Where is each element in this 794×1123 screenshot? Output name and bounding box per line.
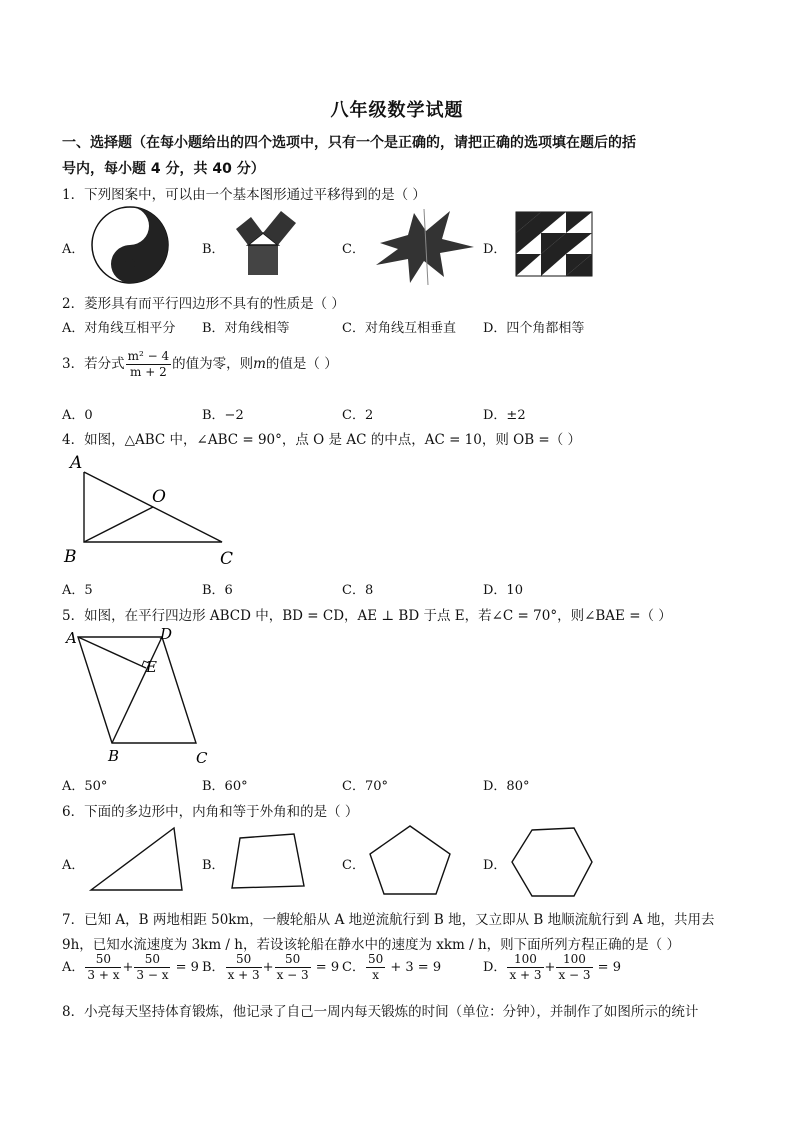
q3-var: m	[253, 356, 266, 372]
q6-label-c: C．	[342, 858, 365, 873]
q5-label-c: C	[196, 749, 208, 767]
q7-option-b-frac1-num: 50	[226, 952, 262, 968]
section-heading-line2: 号内，每小题 4 分，共 40 分）	[62, 161, 265, 177]
q3-prefix: 3．若分式	[62, 356, 125, 372]
q7-option-a-eq: = 9	[175, 960, 199, 975]
q7-option-a-frac1-num: 50	[85, 952, 121, 968]
q7-option-b-plus: +	[262, 960, 274, 975]
q2-option-b: B．对角线相等	[202, 321, 290, 336]
q7-option-d-frac1	[507, 952, 543, 983]
q7-option-b-eq: = 9	[315, 960, 340, 975]
hexagon-shape	[508, 824, 596, 900]
q5-label-b: B	[108, 747, 120, 765]
q6-label-b: B．	[202, 858, 225, 873]
q7-option-d-frac1-den: x + 3	[509, 968, 542, 982]
q7-option-a-frac2-den: 3 − x	[136, 968, 169, 982]
q4-option-d: D．10	[483, 583, 523, 598]
q4-label-c: C	[220, 549, 234, 569]
q7-option-d-frac1-num: 100	[507, 952, 543, 968]
q6-stem: 6．下面的多边形中，内角和等于外角和的是（ ）	[62, 804, 359, 820]
q7-option-c-frac1	[366, 952, 385, 983]
q4-option-a: A．5	[62, 583, 93, 598]
q7-option-d-plus: +	[544, 960, 556, 975]
q3-numerator: m² − 4	[127, 349, 170, 363]
q4-label-b: B	[64, 547, 77, 567]
star-burst-figure	[370, 205, 478, 285]
q2-option-c: C．对角线互相垂直	[342, 321, 456, 336]
q7-option-d-frac2-num: 100	[556, 952, 592, 968]
q4-label-o: O	[152, 487, 166, 507]
q7-option-c-frac1-den: x	[372, 968, 379, 982]
q7-option-c-tail: + 3 = 9	[390, 960, 442, 975]
q8-stem: 8．小亮每天坚持体育锻炼，他记录了自己一周内每天锻炼的时间（单位：分钟），并制作了如图所示的统计	[62, 1004, 699, 1020]
q3-suffix1: 的值为零，则	[172, 356, 254, 372]
q7-option-a-frac2	[134, 952, 170, 983]
q7-option-b-frac2-num: 50	[275, 952, 311, 968]
q4-label-a: A	[70, 453, 83, 473]
q1-label-b: B．	[202, 242, 225, 257]
triangle-tiling-figure	[512, 210, 596, 278]
q5-label-e: E	[146, 658, 157, 676]
q7-line2: 9h，已知水流速度为 3km / h，若设该轮船在静水中的速度为 xkm / h，则下面所列方程正确的是（ ）	[62, 937, 680, 953]
q7-option-d-eq: = 9	[597, 960, 621, 975]
q3-stem	[62, 349, 338, 380]
q7-option-a-plus: +	[122, 960, 134, 975]
q6-label-a: A．	[62, 858, 85, 873]
q1-label-d: D．	[483, 242, 507, 257]
q7-option-b-frac2	[275, 952, 311, 983]
q7-option-a-label: A．	[62, 960, 85, 975]
q5-stem: 5．如图，在平行四边形 ABCD 中，BD = CD，AE ⊥ BD 于点 E，若∠C = 70°，则∠BAE =（ ）	[62, 608, 672, 624]
q5-label-d: D	[160, 625, 173, 643]
q4-option-c: C．8	[342, 583, 374, 598]
pythagoras-squares-figure	[228, 205, 308, 283]
q1-label-c: C．	[342, 242, 365, 257]
q7-option-b-frac1-den: x + 3	[227, 968, 260, 982]
q7-option-d-frac2-den: x − 3	[558, 968, 591, 982]
q3-option-a: A．0	[62, 408, 93, 423]
q7-option-c-label: C．	[342, 960, 365, 975]
q3-denominator: m + 2	[130, 365, 167, 379]
q1-stem: 1．下列图案中，可以由一个基本图形通过平移得到的是（ ）	[62, 187, 426, 203]
q3-suffix2: 的值是（ ）	[265, 356, 338, 372]
q7-option-b-frac1	[226, 952, 262, 983]
q3-option-d: D．±2	[483, 408, 526, 423]
page-title: 八年级数学试题	[330, 100, 464, 121]
q7-option-a-frac1	[85, 952, 121, 983]
q7-option-d	[483, 952, 621, 983]
q7-option-b-label: B．	[202, 960, 225, 975]
q3-option-c: C．2	[342, 408, 374, 423]
q3-fraction	[126, 349, 172, 380]
yin-yang-figure	[90, 205, 174, 285]
q2-stem: 2．菱形具有而平行四边形不具有的性质是（ ）	[62, 296, 345, 312]
quadrilateral-shape	[228, 830, 308, 892]
q7-option-d-label: D．	[483, 960, 507, 975]
q4-option-b: B．6	[202, 583, 233, 598]
q7-option-b-frac2-den: x − 3	[276, 968, 309, 982]
q3-option-b: B．−2	[202, 408, 244, 423]
q5-parallelogram-figure	[62, 625, 222, 770]
q7-option-c	[342, 952, 441, 983]
q4-triangle-figure	[62, 450, 242, 570]
q5-label-a: A	[66, 629, 77, 647]
q6-label-d: D．	[483, 858, 507, 873]
q7-option-d-frac2	[556, 952, 592, 983]
q7-line1: 7．已知 A，B 两地相距 50km，一艘轮船从 A 地逆流航行到 B 地，又立即从 B 地顺流航行到 A 地，共用去	[62, 912, 715, 928]
q5-option-c: C．70°	[342, 779, 388, 794]
q2-option-a: A．对角线互相平分	[62, 321, 176, 336]
q7-option-c-frac1-num: 50	[367, 952, 384, 966]
q5-option-b: B．60°	[202, 779, 248, 794]
q7-option-a	[62, 952, 199, 983]
q2-option-d: D．四个角都相等	[483, 321, 585, 336]
q7-option-b	[202, 952, 339, 983]
triangle-shape	[88, 822, 188, 894]
q5-option-d: D．80°	[483, 779, 530, 794]
q1-label-a: A．	[62, 242, 85, 257]
q7-option-a-frac1-den: 3 + x	[87, 968, 120, 982]
q5-option-a: A．50°	[62, 779, 108, 794]
pentagon-shape	[366, 822, 454, 898]
q4-stem: 4．如图，△ABC 中，∠ABC = 90°，点 O 是 AC 的中点，AC = 10，则 OB =（ ）	[62, 432, 582, 448]
section-heading-line1: 一、选择题（在每小题给出的四个选项中，只有一个是正确的，请把正确的选项填在题后的括	[62, 135, 636, 151]
q7-option-a-frac2-num: 50	[134, 952, 170, 968]
